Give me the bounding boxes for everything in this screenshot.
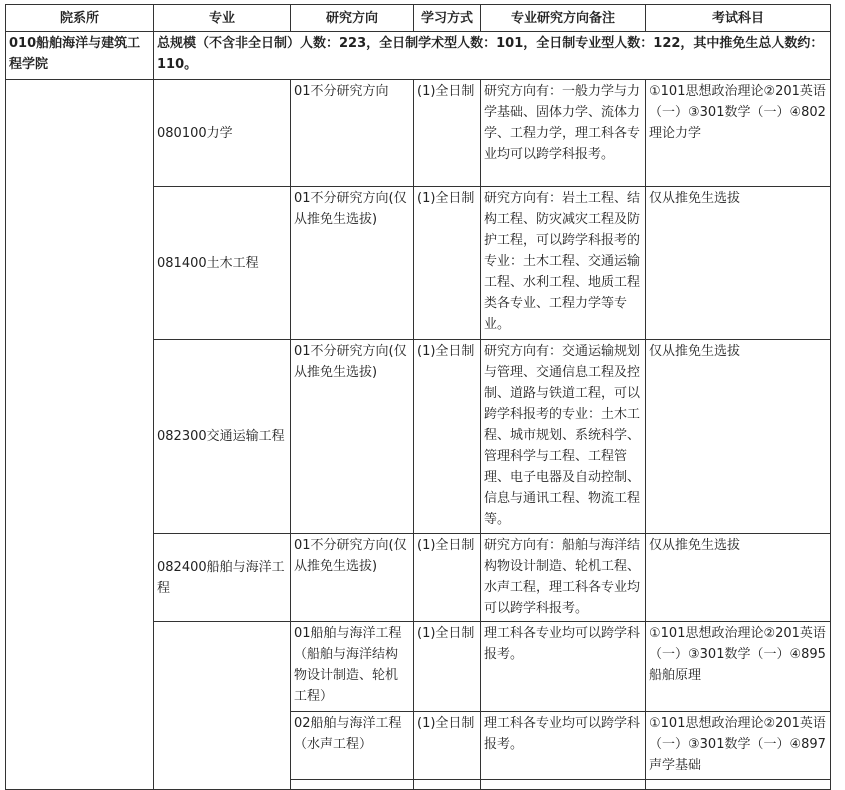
direction-cell: 01不分研究方向(仅从推免生选拔) bbox=[291, 534, 414, 622]
exam-subjects-cell: 仅从推免生选拔 bbox=[646, 340, 831, 534]
direction-cell: 01不分研究方向(仅从推免生选拔) bbox=[291, 340, 414, 534]
major-cell: 080100力学 bbox=[154, 80, 291, 187]
table-row bbox=[6, 80, 831, 187]
header-direction: 研究方向 bbox=[291, 5, 414, 32]
department-name: 010船舶海洋与建筑工程学院 bbox=[6, 32, 154, 80]
notes-cell: 理工科各专业均可以跨学科报考。 bbox=[481, 622, 646, 712]
direction-cell: 02船舶与海洋工程（水声工程） bbox=[291, 712, 414, 780]
department-row bbox=[6, 32, 831, 80]
exam-subjects-cell: 仅从推免生选拔 bbox=[646, 534, 831, 622]
study-mode-cell: (1)全日制 bbox=[414, 712, 481, 780]
department-summary: 总规模（不含非全日制）人数：223，全日制学术型人数：101，全日制专业型人数：122，其中推免生总人数约：110。 bbox=[154, 32, 831, 80]
major-cell: 082300交通运输工程 bbox=[154, 340, 291, 534]
header-major: 专业 bbox=[154, 5, 291, 32]
direction-cell: 01不分研究方向 bbox=[291, 80, 414, 187]
header-department: 院系所 bbox=[6, 5, 154, 32]
header-notes: 专业研究方向备注 bbox=[481, 5, 646, 32]
major-cell bbox=[154, 622, 291, 790]
department-cell-empty bbox=[6, 80, 154, 790]
direction-cell: 01船舶与海洋工程（船舶与海洋结构物设计制造、轮机工程） bbox=[291, 622, 414, 712]
exam-subjects-cell: 仅从推免生选拔 bbox=[646, 187, 831, 340]
notes-cell: 研究方向有：交通运输规划与管理、交通信息工程及控制、道路与铁道工程，可以跨学科报考的专业：土木工程、城市规划、系统科学、管理科学与工程、工程管理、电子电器及自动控制、信息与通讯工程、物流工程等。 bbox=[481, 340, 646, 534]
header-row bbox=[6, 5, 831, 32]
header-exam-subjects: 考试科目 bbox=[646, 5, 831, 32]
direction-cell: 01不分研究方向(仅从推免生选拔) bbox=[291, 187, 414, 340]
exam-subjects-cell: ①101思想政治理论②201英语（一）③301数学（一）④802理论力学 bbox=[646, 80, 831, 187]
major-cell: 081400土木工程 bbox=[154, 187, 291, 340]
study-mode-cell: (1)全日制 bbox=[414, 187, 481, 340]
notes-cell: 理工科各专业均可以跨学科报考。 bbox=[481, 712, 646, 780]
exam-subjects-cell: ①101思想政治理论②201英语（一）③301数学（一）④895船舶原理 bbox=[646, 622, 831, 712]
study-mode-cell bbox=[414, 780, 481, 790]
study-mode-cell: (1)全日制 bbox=[414, 80, 481, 187]
study-mode-cell: (1)全日制 bbox=[414, 622, 481, 712]
admissions-table bbox=[5, 4, 831, 790]
notes-cell bbox=[481, 780, 646, 790]
direction-cell bbox=[291, 780, 414, 790]
notes-cell: 研究方向有：一般力学与力学基础、固体力学、流体力学、工程力学，理工科各专业均可以跨学科报考。 bbox=[481, 80, 646, 187]
study-mode-cell: (1)全日制 bbox=[414, 340, 481, 534]
major-cell: 082400船舶与海洋工程 bbox=[154, 534, 291, 622]
exam-subjects-cell bbox=[646, 780, 831, 790]
notes-cell: 研究方向有：岩土工程、结构工程、防灾减灾工程及防护工程，可以跨学科报考的专业：土木工程、交通运输工程、水利工程、地质工程类各专业、工程力学等专业。 bbox=[481, 187, 646, 340]
notes-cell: 研究方向有：船舶与海洋结构物设计制造、轮机工程、水声工程，理工科各专业均可以跨学科报考。 bbox=[481, 534, 646, 622]
header-study-mode: 学习方式 bbox=[414, 5, 481, 32]
study-mode-cell: (1)全日制 bbox=[414, 534, 481, 622]
exam-subjects-cell: ①101思想政治理论②201英语（一）③301数学（一）④897声学基础 bbox=[646, 712, 831, 780]
